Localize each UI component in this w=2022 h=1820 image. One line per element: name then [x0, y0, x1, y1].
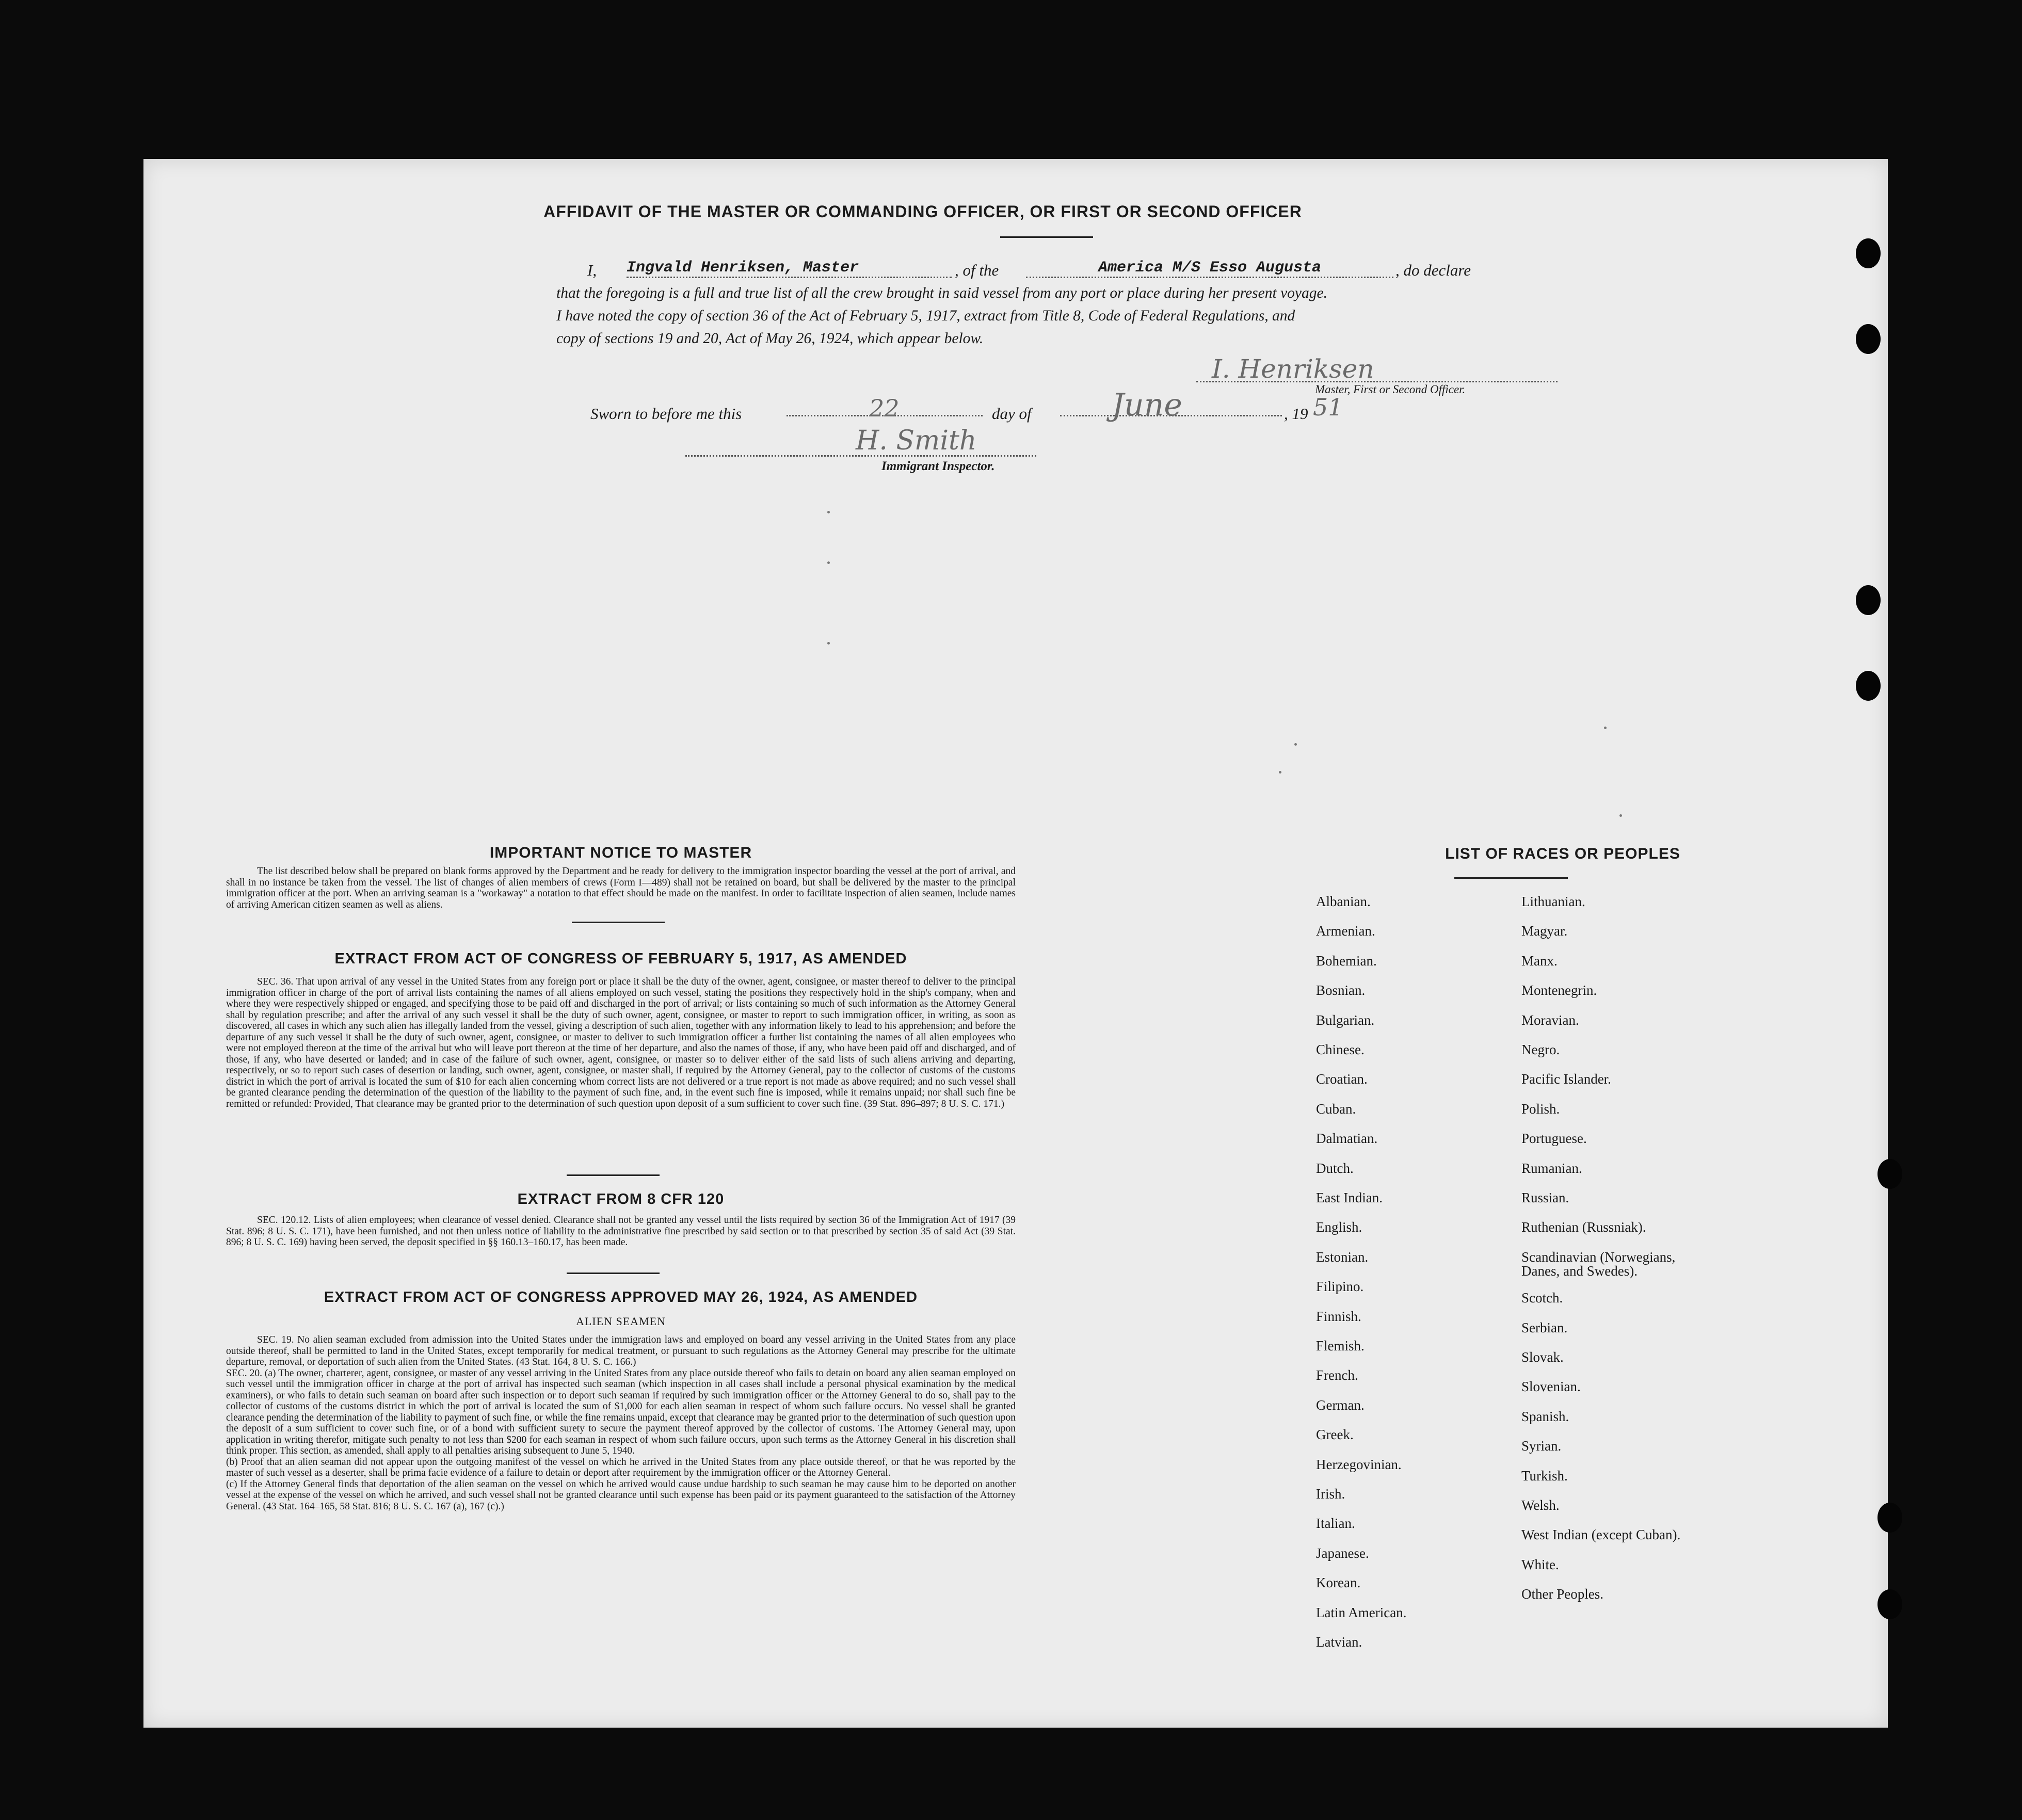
- race-item: Moravian.: [1521, 1012, 1579, 1028]
- race-item: Spanish.: [1521, 1408, 1569, 1424]
- extract-1924-text: SEC. 19. No alien seaman excluded from admission into the United States under the immigration laws and employed on board any vessel arriving in the United States from any place outside thereof, shall be permitted to land in the United States, except temporarily for medical treatment, or pursuant to such regulations as the Attorney General may prescribe for the ultimate departure, removal, or deportation of such alien from the United States. (43 Stat. 164, 8 U. S. C. 166.) SEC. 20. (a) The owner, charterer, agent, consignee, or master of any vessel arriving in the United States from any place outside thereof who fails to detain on board any alien seaman employed on such vessel until the immigration officer in charge at the port of arrival has inspected such seaman (which inspection in all cases shall include a personal physical examination by the medical examiners), or who fails to detain such seaman on board after such inspection or to deport such seaman if required by such immigration officer or the Attorney General to do so, shall pay to the collector of customs of the customs district in which the port of arrival is located the sum of $1,000 for each alien seaman in respect of whom such failure occurs. No vessel shall be granted clearance pending the determination of the liability to payment of such fine, or while the fine remains unpaid, except that clearance may be granted prior to the determination of such question upon the deposit of a sum sufficient to cover such fine, or of a bond with sufficient surety to secure the payment thereof approved by the collector of customs. The Attorney General may, upon application in writing therefor, mitigate such penalty to not less than $200 for each seaman in respect of whom such failure occurs, upon such terms as the Attorney General in his discretion shall think proper. This section, as amended, shall apply to all penalties arising subsequent to June 5, 1940. (b) Proof that an alien seaman did not appear upon the outgoing manifest of the vessel on which he arrived in the United States from any place outside thereof, or that he was reported by the master of such vessel as a deserter, shall be prima facie evidence of a failure to detain or deport after requirement by the immigration officer or the Attorney General. (c) If the Attorney General finds that deportation of the alien seaman on the vessel on which he arrived would cause undue hardship to such seaman he may cause him to be deported on another vessel at the expense of the vessel on which he arrived, and such vessel shall not be granted clearance until such expense has been paid or its payment guaranteed to the satisfaction of the Attorney General. (43 Stat. 164–165, 58 Stat. 816; 8 U. S. C. 167 (a), 167 (c).): [226, 1334, 1016, 1512]
- race-item: Italian.: [1316, 1516, 1355, 1532]
- race-item: Other Peoples.: [1521, 1586, 1603, 1602]
- race-item: Japanese.: [1316, 1545, 1369, 1561]
- race-item: German.: [1316, 1397, 1365, 1413]
- race-item: West Indian (except Cuban).: [1521, 1527, 1681, 1543]
- inspector-signature-line: [685, 455, 1036, 457]
- alien-seamen-subtitle: ALIEN SEAMEN: [576, 1315, 666, 1328]
- extract-1917-title: EXTRACT FROM ACT OF CONGRESS OF FEBRUARY 5, 1917, AS AMENDED: [334, 951, 907, 967]
- race-item: Bulgarian.: [1316, 1012, 1375, 1028]
- notice-text: The list described below shall be prepared on blank forms approved by the Department and be ready for delivery to the immigration inspector boarding the vessel at the port of arrival, and shall in no instance be taken from the vessel. The list of changes of alien members of crews (Form I—489) shall not be retained on board, but shall be delivered by the master to the principal immigration officer at the port. When an arriving seaman is a "workaway" a notation to that effect should be made on the manifest. In order to facilitate inspection of alien seamen, include names of arriving American citizen seamen as well as aliens.: [226, 866, 1016, 910]
- of-the-label: , of the: [955, 261, 999, 279]
- declare-label: , do declare: [1395, 261, 1471, 279]
- race-item: Flemish.: [1316, 1338, 1365, 1354]
- race-item: Pacific Islander.: [1521, 1071, 1611, 1087]
- race-item: Estonian.: [1316, 1249, 1369, 1265]
- inspector-caption: Immigrant Inspector.: [881, 459, 995, 473]
- divider: [1000, 236, 1093, 238]
- punch-hole: [1877, 1159, 1902, 1189]
- document-page: [143, 159, 1888, 1728]
- race-item: Korean.: [1316, 1575, 1361, 1591]
- race-item: Syrian.: [1521, 1438, 1562, 1454]
- race-item: Bosnian.: [1316, 983, 1366, 998]
- punch-hole: [1877, 1589, 1902, 1619]
- divider: [572, 922, 665, 923]
- sworn-month: June: [1112, 387, 1182, 423]
- extract-1924-title: EXTRACT FROM ACT OF CONGRESS APPROVED MAY 26, 1924, AS AMENDED: [324, 1289, 918, 1306]
- paper-speck: [1619, 814, 1622, 817]
- race-item: Manx.: [1521, 953, 1558, 969]
- divider: [567, 1273, 660, 1274]
- paper-speck: [827, 511, 830, 513]
- race-item: Croatian.: [1316, 1071, 1368, 1087]
- extract-cfr-text: SEC. 120.12. Lists of alien employees; when clearance of vessel denied. Clearance shall not be granted any vessel until the lists required by section 36 of the Immigration Act of 1917 (39 Stat. 896; 8 U. S. C. 171), have been furnished, and not then unless notice of liability to the administrative fine prescribed by said section or to that prescribed by section 35 of said Act (39 Stat. 896; 8 U. S. C. 169) having been served, the deposit specified in §§ 160.13–160.17, has been made.: [226, 1215, 1016, 1248]
- race-item: Filipino.: [1316, 1279, 1364, 1295]
- race-item: French.: [1316, 1367, 1358, 1383]
- race-item: Albanian.: [1316, 894, 1371, 909]
- affidavit-title: AFFIDAVIT OF THE MASTER OR COMMANDING OFFICER, OR FIRST OR SECOND OFFICER: [543, 202, 1302, 221]
- intro-pronoun: I,: [587, 261, 597, 279]
- race-item: Ruthenian (Russniak).: [1521, 1219, 1646, 1235]
- race-item: Welsh.: [1521, 1497, 1560, 1513]
- race-item: Dutch.: [1316, 1160, 1354, 1176]
- paper-speck: [827, 561, 830, 564]
- race-item: Irish.: [1316, 1486, 1345, 1502]
- race-item: Negro.: [1521, 1042, 1560, 1057]
- day-of-label: day of: [992, 405, 1032, 423]
- divider: [1454, 877, 1568, 879]
- race-item: Rumanian.: [1521, 1160, 1582, 1176]
- declaration-line-4: copy of sections 19 and 20, Act of May 26, 1924, which appear below.: [556, 330, 984, 347]
- race-item: Russian.: [1521, 1190, 1569, 1205]
- year-prefix: , 19: [1284, 405, 1308, 423]
- divider: [567, 1174, 660, 1176]
- sworn-day: 22: [869, 394, 900, 422]
- punch-hole: [1856, 238, 1881, 268]
- master-name-field: Ingvald Henriksen, Master: [627, 259, 952, 278]
- sworn-year: 51: [1313, 393, 1343, 421]
- race-item: Scandinavian (Norwegians, Danes, and Swedes).: [1521, 1249, 1676, 1279]
- punch-hole: [1877, 1503, 1902, 1533]
- race-item: Latin American.: [1316, 1604, 1407, 1620]
- master-caption: Master, First or Second Officer.: [1315, 383, 1466, 396]
- race-item: Lithuanian.: [1521, 894, 1585, 909]
- race-item: Polish.: [1521, 1101, 1560, 1117]
- race-item: Slovenian.: [1521, 1379, 1581, 1395]
- race-item: Magyar.: [1521, 923, 1568, 939]
- punch-hole: [1856, 585, 1881, 615]
- race-item: Dalmatian.: [1316, 1131, 1378, 1147]
- punch-hole: [1856, 671, 1881, 701]
- race-item: Latvian.: [1316, 1634, 1362, 1650]
- race-item: Slovak.: [1521, 1349, 1564, 1365]
- race-item: Cuban.: [1316, 1101, 1356, 1117]
- master-signature: I. Henriksen: [1212, 354, 1374, 384]
- race-item: Montenegrin.: [1521, 983, 1597, 998]
- signature-line: [1196, 381, 1558, 382]
- race-item: Portuguese.: [1521, 1131, 1587, 1147]
- race-item: Bohemian.: [1316, 953, 1377, 969]
- declaration-line-2: that the foregoing is a full and true list of all the crew brought in said vessel from any port or place during her present voyage.: [556, 285, 1327, 301]
- notice-title: IMPORTANT NOTICE TO MASTER: [489, 844, 752, 861]
- race-item: English.: [1316, 1219, 1362, 1235]
- race-item: Scotch.: [1521, 1290, 1563, 1306]
- declaration-line-3: I have noted the copy of section 36 of the Act of February 5, 1917, extract from Title 8, Code of Federal Regulations, and: [556, 308, 1295, 324]
- paper-speck: [1604, 727, 1607, 729]
- inspector-signature: H. Smith: [856, 425, 977, 456]
- race-item: East Indian.: [1316, 1190, 1383, 1205]
- race-item: White.: [1521, 1556, 1559, 1572]
- race-item: Turkish.: [1521, 1468, 1568, 1484]
- race-item: Finnish.: [1316, 1308, 1361, 1324]
- punch-hole: [1856, 324, 1881, 354]
- sworn-label: Sworn to before me this: [590, 405, 742, 423]
- race-item: Armenian.: [1316, 923, 1375, 939]
- race-item: Serbian.: [1521, 1319, 1568, 1335]
- races-title: LIST OF RACES OR PEOPLES: [1445, 845, 1680, 862]
- paper-speck: [827, 642, 830, 645]
- vessel-name-field: America M/S Esso Augusta: [1026, 259, 1393, 278]
- race-item: Greek.: [1316, 1427, 1354, 1443]
- paper-speck: [1294, 743, 1297, 746]
- race-item: Herzegovinian.: [1316, 1456, 1402, 1472]
- extract-cfr-title: EXTRACT FROM 8 CFR 120: [517, 1191, 725, 1207]
- race-item: Chinese.: [1316, 1042, 1365, 1057]
- paper-speck: [1279, 771, 1281, 774]
- extract-1917-text: SEC. 36. That upon arrival of any vessel in the United States from any foreign port or place it shall be the duty of the owner, agent, consignee, or master thereof to deliver to the principal immigration officer in charge of the port of arrival lists containing the names of all aliens employed on such vessel, stating the positions they respectively hold in the ship's company, when and where they were respectively shipped or engaged, and specifying those to be paid off and discharged in the port of arrival; or lists containing so much of such information as the Attorney General shall by regulation prescribe; and after the arrival of any such vessel it shall be the duty of such owner, agent, consignee, or master to report to such immigration officer, in writing, as soon as discovered, all cases in which any such alien has illegally landed from the vessel, giving a description of such alien, together with any information likely to lead to his apprehension; and before the departure of any such vessel it shall be the duty of such owner, agent, consignee, or master to deliver to such immigration officer a further list containing the names of all alien employees who were not employed thereon at the time of the arrival but who will leave port thereon at the time of her departure, and also the names of those, if any, who have been paid off and discharged, and of those, if any, who have deserted or landed; and in case of the failure of such owner, agent, consignee, or master so to deliver either of the said lists of such aliens arriving and departing, respectively, or so to report such cases of desertion or landing, such owner, agent, consignee, or master shall, if required by the Attorney General, pay to the collector of customs of the customs district in which the port of arrival is located the sum of $10 for each alien concerning whom correct lists are not delivered or a true report is not made as above required; and no such vessel shall be granted clearance pending the determination of the question of the liability to the payment of such fine, and, in the event such fine is imposed, while it remains unpaid; nor shall such fine be remitted or refunded: Provided, That clearance may be granted prior to the determination of such question upon deposit of a sum sufficient to cover such fine. (39 Stat. 896–897; 8 U. S. C. 171.): [226, 976, 1016, 1109]
